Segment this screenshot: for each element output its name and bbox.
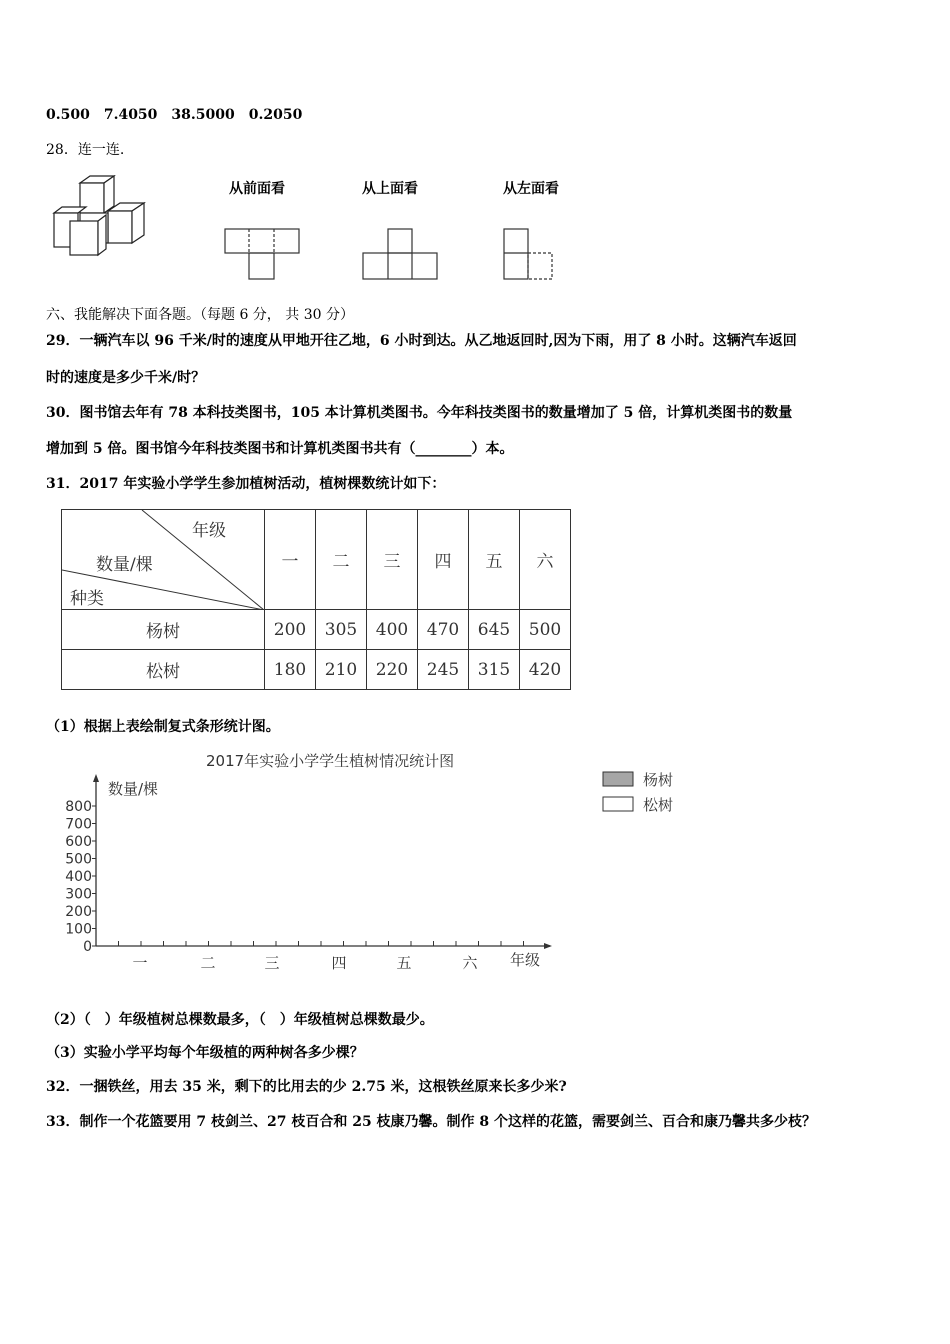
grade-header: 四	[418, 510, 469, 610]
legend-label-yangshu: 杨树	[643, 771, 674, 789]
table-cell: 305	[316, 610, 367, 650]
table-row-songshu	[62, 650, 571, 690]
y-axis-label: 数量/棵	[108, 780, 159, 798]
table-cell: 180	[265, 650, 316, 690]
table-cell: 420	[520, 650, 571, 690]
legend-swatch-songshu	[603, 797, 633, 811]
y-tick-label: 100	[65, 921, 92, 938]
q32: 32．一捆铁丝，用去 35 米，剩下的比用去的少 2.75 米，这根铁丝原来长多少米?	[46, 1079, 567, 1095]
legend-swatch-yangshu	[603, 772, 633, 786]
x-axis-arrow	[544, 943, 552, 949]
q33: 33．制作一个花篮要用 7 枝剑兰、27 枝百合和 25 枝康乃馨。制作 8 个这样的花篮，需要剑兰、百合和康乃馨共多少枝？	[46, 1114, 817, 1130]
legend-label-songshu: 松树	[643, 796, 674, 814]
tree-table	[61, 509, 571, 690]
q29-line1: 29．一辆汽车以 96 千米/时的速度从甲地开往乙地，6 小时到达。从乙地返回时,因为下雨，用了 8 小时。这辆汽车返回	[46, 333, 797, 349]
x-tick-label: 四	[331, 954, 347, 972]
y-tick-label: 500	[65, 851, 92, 868]
table-cell: 645	[469, 610, 520, 650]
y-tick-label: 600	[65, 834, 92, 850]
y-tick-label: 300	[65, 886, 92, 903]
chart-title: 2017年实验小学学生植树情况统计图	[206, 752, 455, 770]
table-cell: 470	[418, 610, 469, 650]
view-top	[362, 228, 440, 282]
table-row-yangshu	[62, 610, 571, 650]
y-tick-label: 0	[83, 939, 92, 955]
grade-header: 五	[469, 510, 520, 610]
numbers-line: 0.500 7.4050 38.5000 0.2050	[46, 107, 303, 123]
q31-sub1: （1）根据上表绘制复式条形统计图。	[46, 719, 280, 735]
section6-heading: 六、我能解决下面各题。（每题 6 分， 共 30 分）	[46, 307, 354, 323]
y-tick-label: 400	[65, 869, 92, 885]
table-cell: 400	[367, 610, 418, 650]
x-tick-label: 三	[264, 954, 280, 972]
q30-line2: 增加到 5 倍。图书馆今年科技类图书和计算机类图书共有（________）本。	[46, 441, 514, 457]
x-axis-label: 年级	[510, 951, 541, 969]
y-tick-label: 800	[65, 799, 92, 815]
view-front	[224, 228, 302, 282]
x-tick-label: 一	[132, 954, 148, 972]
view-label-front: 从前面看	[229, 181, 285, 197]
q31-sub2: （2）（ ）年级植树总棵数最多，（ ）年级植树总棵数最少。	[46, 1012, 434, 1028]
cube-figure	[50, 175, 160, 260]
view-label-top: 从上面看	[362, 181, 418, 197]
table-cell: 500	[520, 610, 571, 650]
grade-header: 一	[265, 510, 316, 610]
x-tick-label: 六	[462, 954, 478, 972]
table-cell: 245	[418, 650, 469, 690]
q31-title: 31．2017 年实验小学学生参加植树活动，植树棵数统计如下：	[46, 476, 446, 492]
q31-sub3: （3）实验小学平均每个年级植的两种树各多少棵？	[46, 1045, 364, 1061]
grade-header: 六	[520, 510, 571, 610]
y-tick-label: 200	[65, 904, 92, 920]
table-cell: 220	[367, 650, 418, 690]
bar-chart	[40, 770, 740, 980]
table-corner	[62, 510, 265, 610]
corner-quantity-label: 数量/棵	[96, 555, 153, 575]
table-cell: 210	[316, 650, 367, 690]
row-name: 杨树	[62, 610, 265, 650]
q28-title: 28．连一连.	[46, 142, 125, 158]
table-cell: 315	[469, 650, 520, 690]
view-label-left: 从左面看	[503, 181, 559, 197]
view-left	[502, 228, 556, 282]
y-axis-arrow	[93, 774, 99, 782]
y-tick-label: 700	[65, 816, 92, 833]
grade-header: 二	[316, 510, 367, 610]
x-tick-label: 五	[396, 954, 412, 972]
grade-header: 三	[367, 510, 418, 610]
q30-line1: 30．图书馆去年有 78 本科技类图书，105 本计算机类图书。今年科技类图书的数量增加了 5 倍，计算机类图书的数量	[46, 405, 793, 421]
x-tick-label: 二	[200, 954, 216, 972]
table-cell: 200	[265, 610, 316, 650]
row-name: 松树	[62, 650, 265, 690]
corner-grade-label: 年级	[192, 521, 226, 541]
corner-type-label: 种类	[70, 589, 104, 609]
q29-line2: 时的速度是多少千米/时？	[46, 370, 206, 386]
